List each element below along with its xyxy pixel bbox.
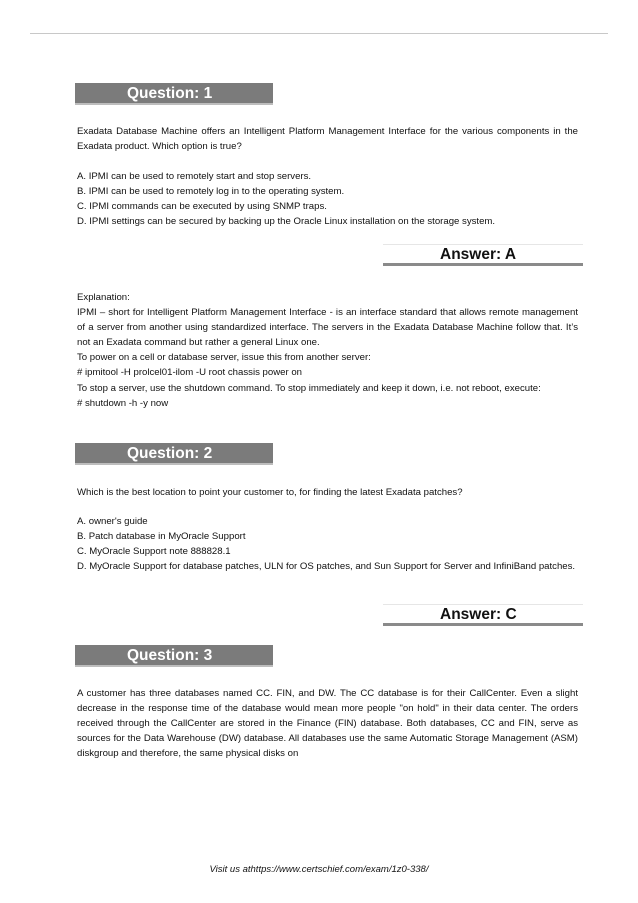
question-1-stem: Exadata Database Machine offers an Intelligent Platform Management Interface for the various components in the Exadata product. Which option is true? <box>77 126 578 153</box>
question-2-options <box>77 514 578 574</box>
option-a: A. IPMI can be used to remotely start and stop servers. <box>77 171 312 182</box>
header-rule <box>30 33 608 34</box>
answer-2-banner: Answer: C <box>383 604 583 626</box>
explanation-label: Explanation: <box>77 292 130 303</box>
question-1-banner: Question: 1 <box>75 83 273 105</box>
answer-1-banner: Answer: A <box>383 244 583 266</box>
option-b: B. IPMI can be used to remotely log in to the operating system. <box>77 186 345 198</box>
question-2-banner: Question: 2 <box>75 443 273 465</box>
option-d: D. IPMI settings can be secured by backing up the Oracle Linux installation on the storage system. <box>77 216 496 228</box>
question-3-banner: Question: 3 <box>75 645 273 667</box>
question-2-stem: Which is the best location to point your customer to, for finding the latest Exadata patches? <box>77 487 463 498</box>
explanation-code: # ipmitool -H prolcel01-ilom -U root chassis power on <box>77 367 303 379</box>
explanation-code: # shutdown -h -y now <box>77 397 169 409</box>
explanation-line: To power on a cell or database server, issue this from another server: <box>77 352 371 364</box>
option-c: C. IPMI commands can be executed by using SNMP traps. <box>77 201 327 213</box>
question-1-options <box>77 169 578 229</box>
option-a: A. owner's guide <box>77 516 148 527</box>
explanation-paragraph: IPMI – short for Intelligent Platform Management Interface - is an interface standard that allows remote management of a server from another using standardized interface. The servers in the Exadata Database Machine follow that. It’s not an Exadata command but rather a general Linux one. <box>77 307 578 349</box>
explanation-line: To stop a server, use the shutdown command. To stop immediately and keep it down, i.e. not reboot, execute: <box>77 382 541 394</box>
option-b: B. Patch database in MyOracle Support <box>77 531 246 543</box>
question-3-stem: A customer has three databases named CC. FIN, and DW. The CC database is for their CallCenter. Even a slight decrease in the response time of the database would mean more people "on hold" in their data center. The orders received through the CallCenter are stored in the Finance (FIN) database. Both databases, CC and FIN, serve as sources for the Data Warehouse (DW) database. All databases use the same Automatic Storage Management (ASM) diskgroup and therefore, the same physical disks on <box>77 688 578 760</box>
footer-visit-link[interactable]: Visit us athttps://www.certschief.com/exam/1z0-338/ <box>209 864 429 875</box>
question-1-explanation <box>77 290 578 411</box>
option-d: D. MyOracle Support for database patches, ULN for OS patches, and Sun Support for Server and InfiniBand patches. <box>77 561 576 573</box>
option-c: C. MyOracle Support note 888828.1 <box>77 546 231 558</box>
